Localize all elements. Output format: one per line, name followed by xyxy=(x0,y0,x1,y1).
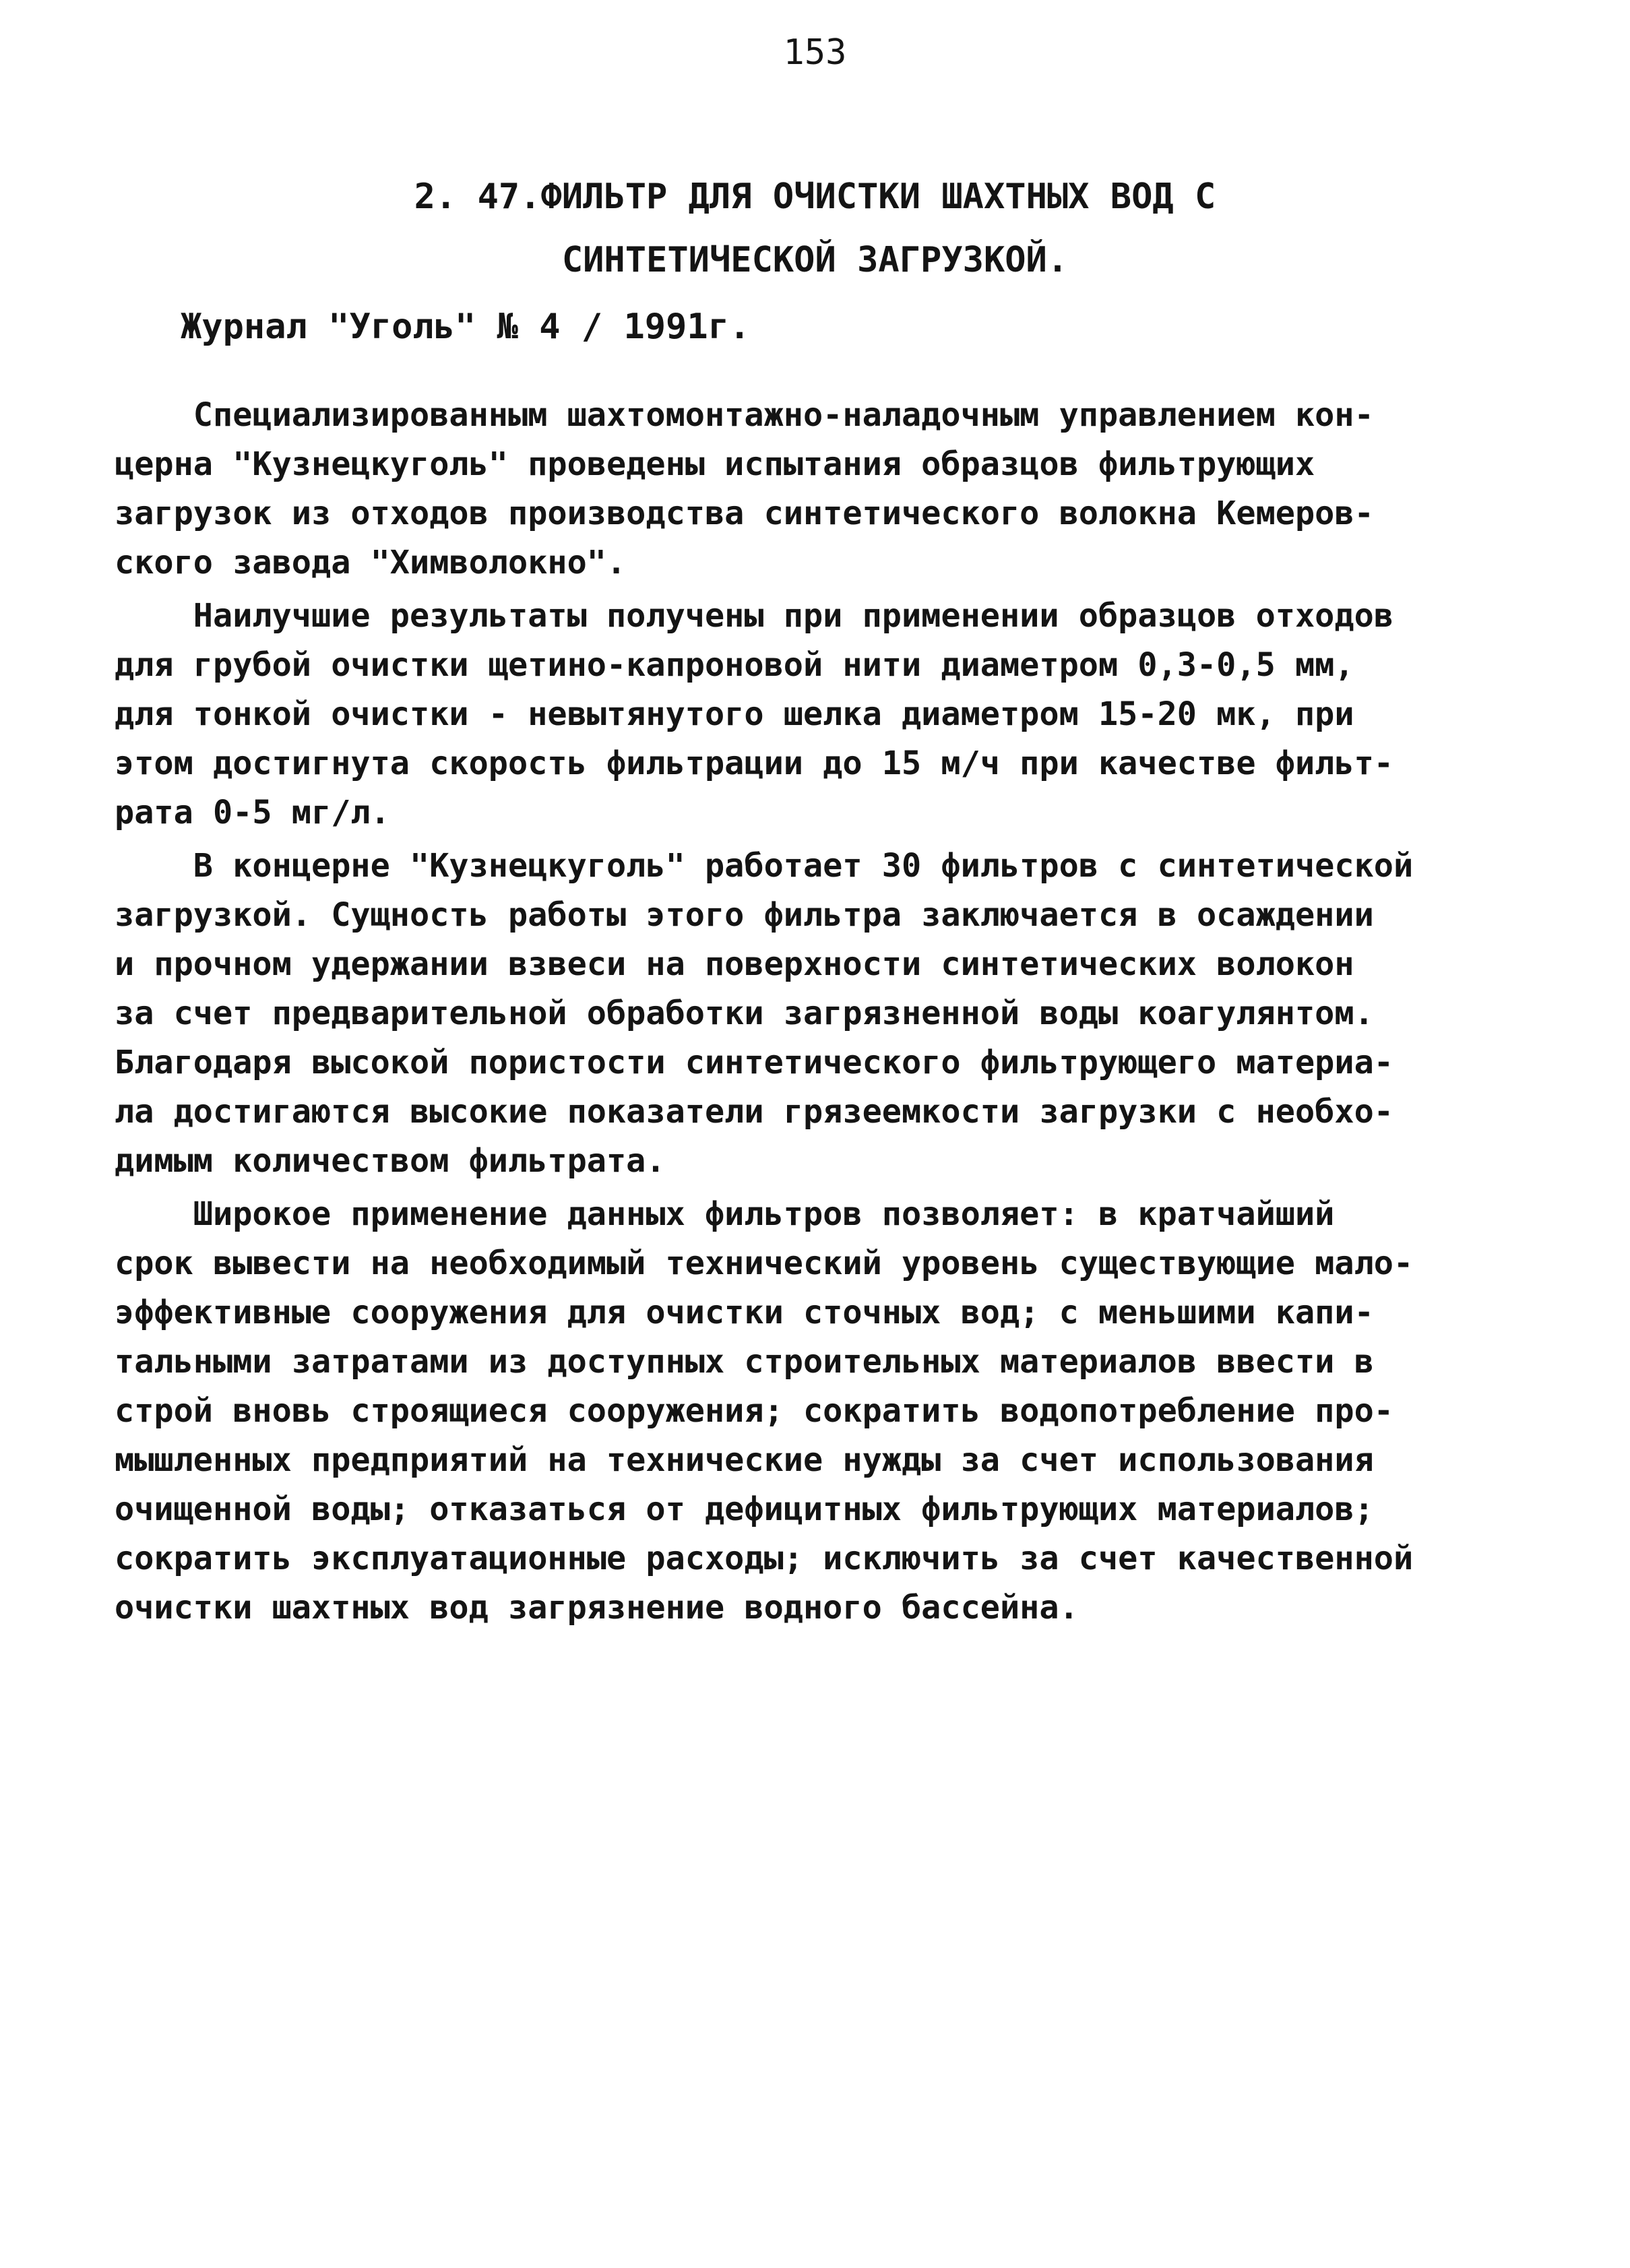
text-line: для тонкой очистки - невытянутого шелка диаметром 15-20 мк, при xyxy=(115,695,1354,733)
text-line: этом достигнута скорость фильтрации до 15 м/ч при качестве фильт- xyxy=(115,745,1393,782)
section-title-line: 2. 47.ФИЛЬТР ДЛЯ ОЧИСТКИ ШАХТНЫХ ВОД С xyxy=(414,177,1216,217)
text-line: димым количеством фильтрата. xyxy=(115,1142,666,1180)
paragraph xyxy=(115,842,1543,1186)
section-title-line: СИНТЕТИЧЕСКОЙ ЗАГРУЗКОЙ. xyxy=(561,240,1069,280)
paragraph xyxy=(115,1190,1543,1633)
text-line: мышленных предприятий на технические нужды за счет использования xyxy=(115,1441,1374,1479)
text-line: тальными затратами из доступных строительных материалов ввести в xyxy=(115,1343,1374,1381)
page-number: 153 xyxy=(783,32,847,73)
text-line: Широкое применение данных фильтров позволяет: в кратчайший xyxy=(115,1195,1335,1233)
text-line: для грубой очистки щетино-капроновой нити диаметром 0,3-0,5 мм, xyxy=(115,646,1354,684)
text-line: ского завода "Химволокно". xyxy=(115,544,627,581)
text-line: эффективные сооружения для очистки сточных вод; с меньшими капи- xyxy=(115,1294,1374,1331)
text-line: Наилучшие результаты получены при применении образцов отходов xyxy=(115,597,1393,635)
paragraph xyxy=(115,592,1543,838)
source-reference: Журнал "Уголь" № 4 / 1991г. xyxy=(181,307,751,347)
text-line: церна "Кузнецкуголь" проведены испытания образцов фильтрующих xyxy=(115,445,1315,483)
text-line: Специализированным шахтомонтажно-наладочным управлением кон- xyxy=(115,396,1374,434)
text-line: срок вывести на необходимый технический уровень существующие мало- xyxy=(115,1245,1414,1282)
text-line: очищенной воды; отказаться от дефицитных фильтрующих материалов; xyxy=(115,1490,1374,1528)
text-line: рата 0-5 мг/л. xyxy=(115,794,390,831)
text-line: строй вновь строящиеся сооружения; сократить водопотребление про- xyxy=(115,1392,1393,1430)
paragraph xyxy=(115,391,1543,588)
text-line: загрузкой. Сущность работы этого фильтра заключается в осаждении xyxy=(115,896,1374,934)
text-line: за счет предварительной обработки загрязненной воды коагулянтом. xyxy=(115,995,1374,1032)
text-line: сократить эксплуатационные расходы; исключить за счет качественной xyxy=(115,1540,1414,1577)
text-line: В концерне "Кузнецкуголь" работает 30 фильтров с синтетической xyxy=(115,847,1414,885)
document-body xyxy=(115,391,1543,1633)
text-line: Благодаря высокой пористости синтетического фильтрующего материа- xyxy=(115,1044,1393,1081)
section-title xyxy=(0,165,1630,292)
text-line: очистки шахтных вод загрязнение водного бассейна. xyxy=(115,1589,1079,1627)
text-line: загрузок из отходов производства синтетического волокна Кемеров- xyxy=(115,495,1374,532)
text-line: и прочном удержании взвеси на поверхности синтетических волокон xyxy=(115,945,1354,983)
text-line: ла достигаются высокие показатели грязеемкости загрузки с необхо- xyxy=(115,1093,1393,1131)
